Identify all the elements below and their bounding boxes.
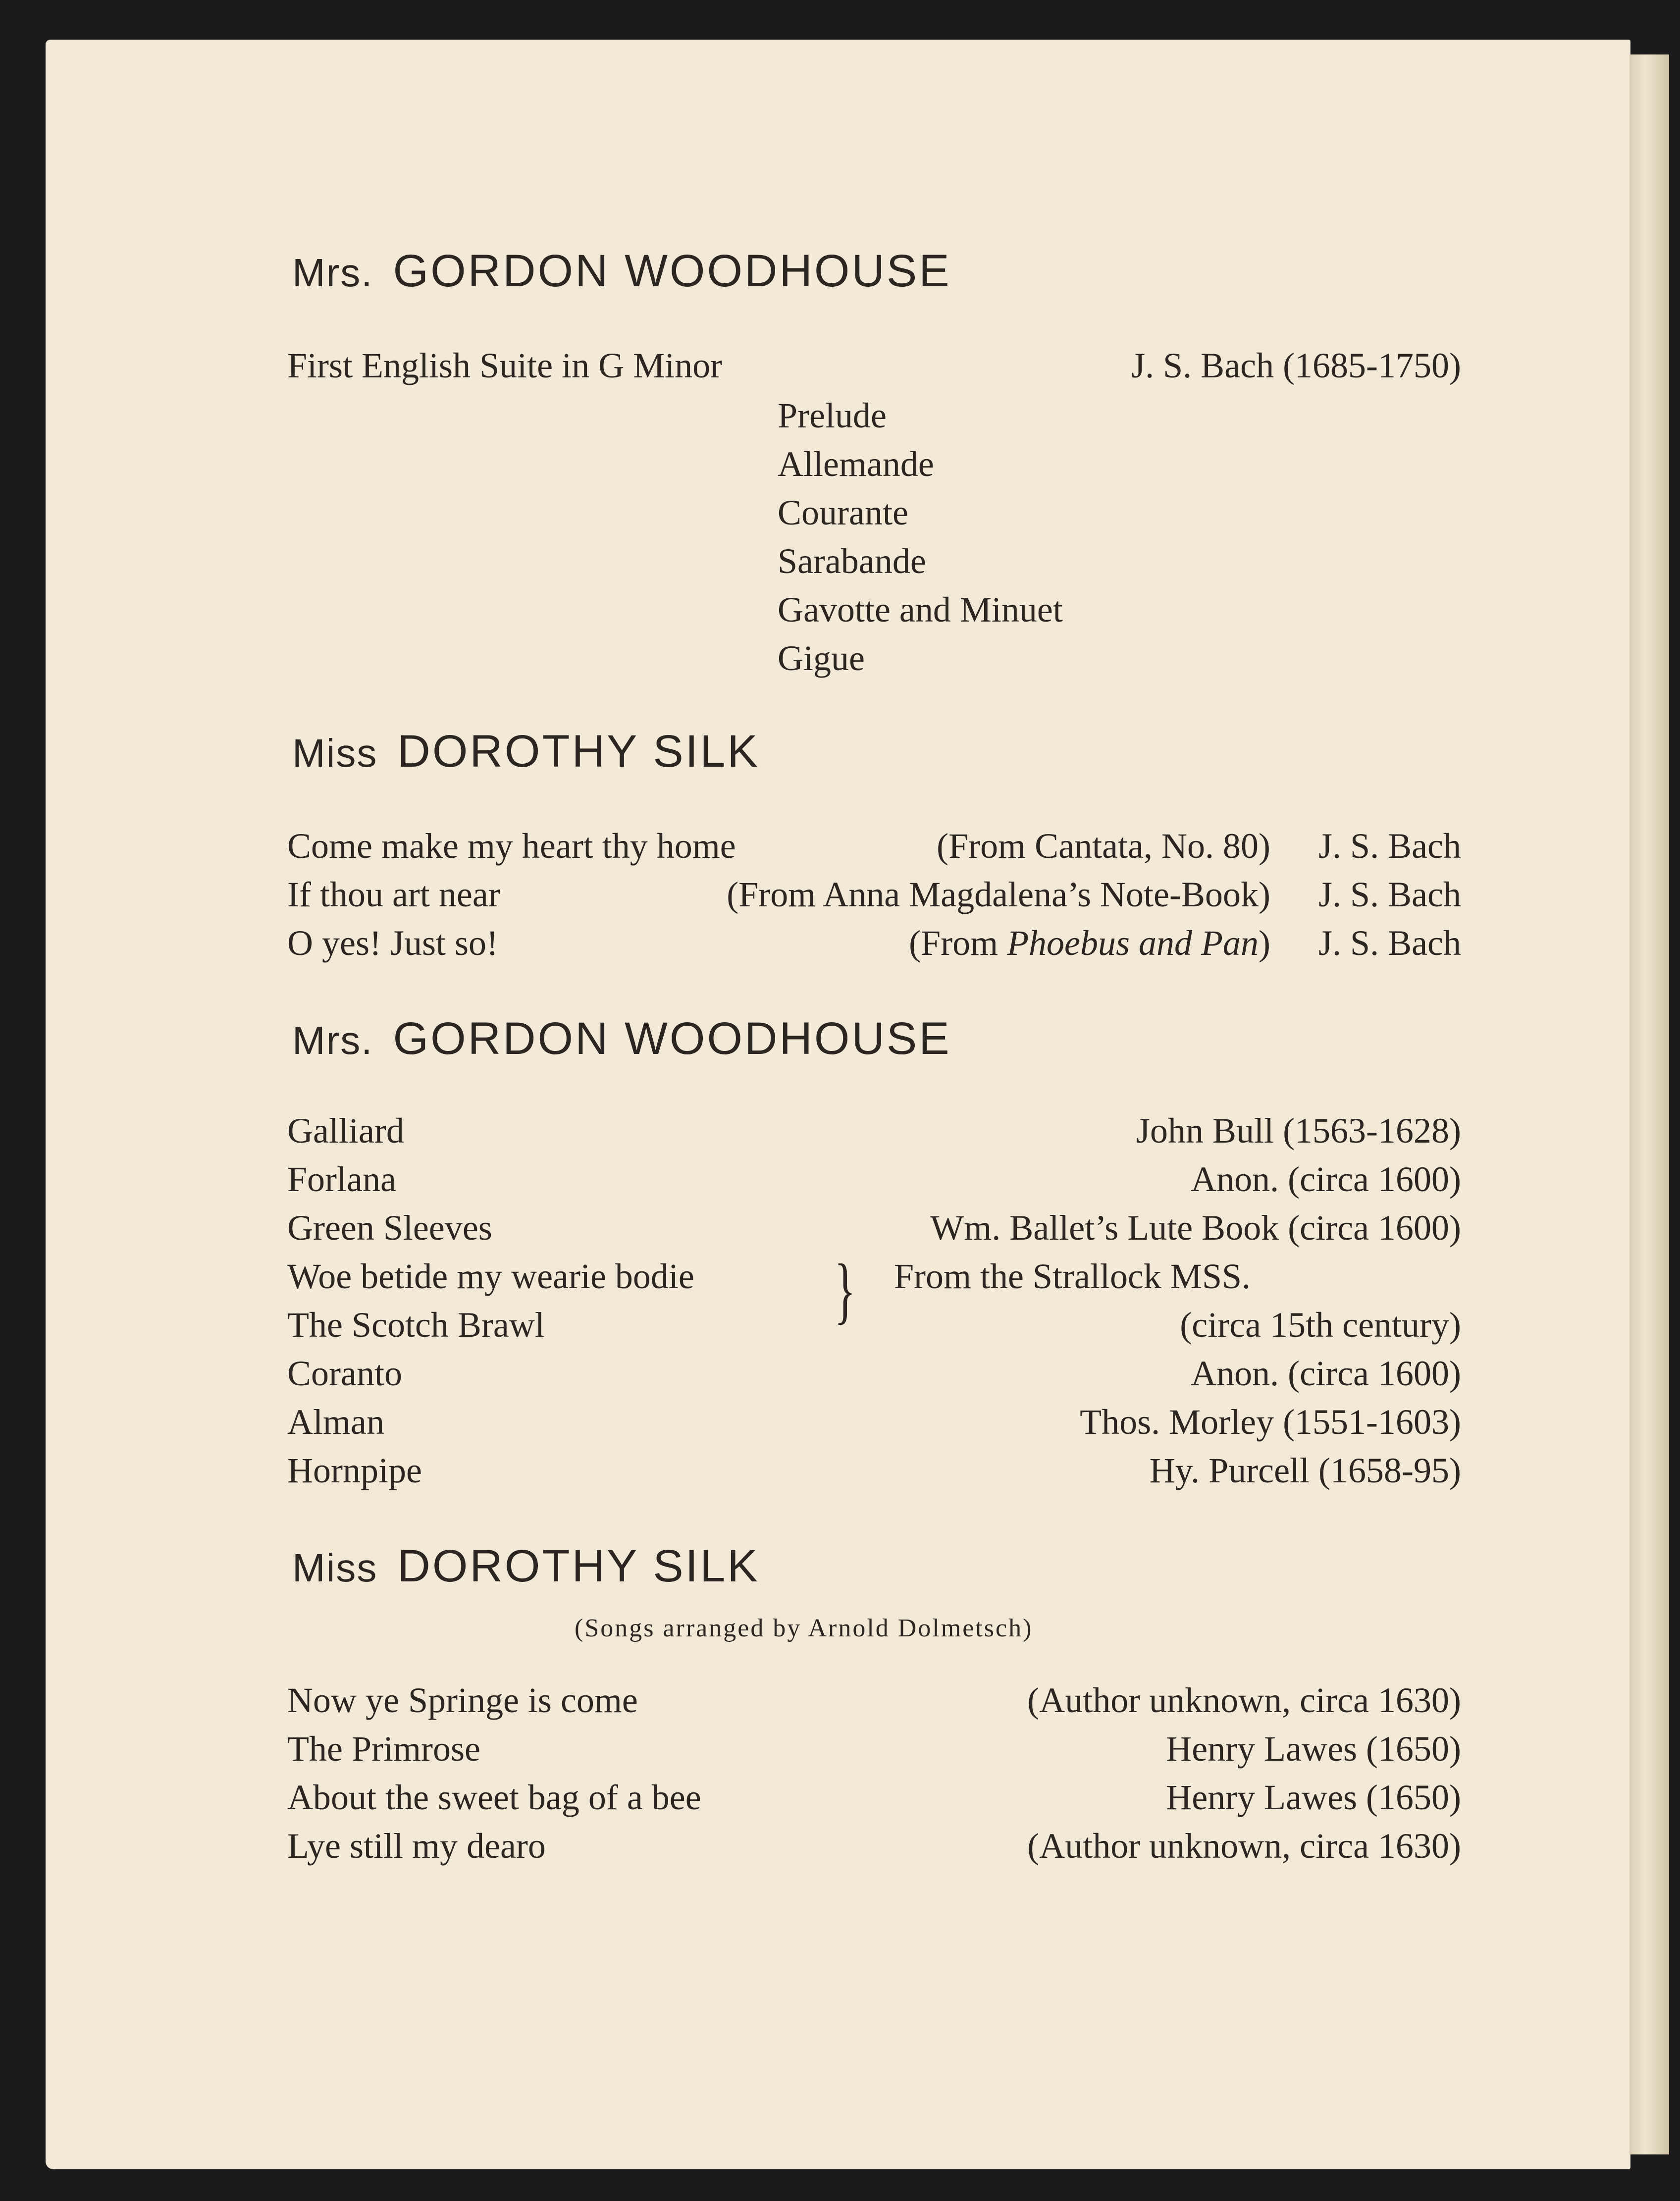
program-item	[287, 1301, 1461, 1349]
composer: Hy. Purcell (1658-95)	[1149, 1451, 1461, 1490]
program-item	[287, 871, 1461, 918]
program-item	[287, 822, 1461, 870]
honorific: Miss	[292, 1546, 378, 1590]
section-heading	[292, 726, 760, 778]
movement: Prelude	[778, 396, 887, 435]
piece-title: Green Sleeves	[287, 1208, 492, 1248]
piece-title: If thou art near	[287, 875, 500, 914]
program-item	[287, 1204, 1461, 1252]
performer-name: DOROTHY SILK	[397, 1541, 760, 1591]
composer: J. S. Bach	[1318, 923, 1461, 963]
composer: J. S. Bach	[1318, 826, 1461, 866]
piece-title: The Primrose	[287, 1729, 480, 1769]
composer: Anon. (circa 1600)	[1191, 1159, 1461, 1199]
composer: From the Strallock MSS.	[894, 1257, 1251, 1296]
program-item	[287, 1398, 1461, 1446]
piece-title: Coranto	[287, 1354, 402, 1393]
movement: Gigue	[778, 638, 865, 678]
composer: J. S. Bach (1685-1750)	[1131, 346, 1461, 385]
piece-title: O yes! Just so!	[287, 923, 498, 963]
composer: Henry Lawes (1650)	[1166, 1729, 1461, 1769]
performer-name: GORDON WOODHOUSE	[393, 1013, 951, 1064]
movement: Sarabande	[778, 541, 926, 581]
program-item	[287, 1253, 1461, 1300]
brace-icon: }	[834, 1249, 856, 1331]
piece-title: Woe betide my wearie bodie	[287, 1257, 694, 1296]
program-item	[287, 1155, 1461, 1203]
composer: (circa 15th century)	[1180, 1305, 1461, 1345]
composer: (Author unknown, circa 1630)	[1027, 1826, 1461, 1866]
composer: (Author unknown, circa 1630)	[1027, 1680, 1461, 1720]
piece-title: Hornpipe	[287, 1451, 422, 1490]
composer: Thos. Morley (1551-1603)	[1080, 1402, 1461, 1442]
arrangement-note: (Songs arranged by Arnold Dolmetsch)	[575, 1614, 1033, 1642]
source: (From Phoebus and Pan)	[909, 923, 1270, 963]
piece-title: Forlana	[287, 1159, 396, 1199]
performer-name: GORDON WOODHOUSE	[393, 246, 951, 296]
source: (From Cantata, No. 80)	[937, 826, 1270, 866]
piece-title: Lye still my dearo	[287, 1826, 546, 1866]
source: (From Anna Magdalena’s Note-Book)	[727, 875, 1270, 914]
movement: Gavotte and Minuet	[778, 590, 1063, 629]
program-item	[287, 1107, 1461, 1154]
movement: Allemande	[778, 444, 934, 484]
program-item	[287, 1350, 1461, 1397]
honorific: Mrs.	[292, 251, 373, 295]
piece-title: Galliard	[287, 1111, 404, 1151]
section-heading	[292, 1540, 760, 1592]
program-item	[287, 1447, 1461, 1494]
piece-title: The Scotch Brawl	[287, 1305, 545, 1345]
program-item	[287, 919, 1461, 967]
piece-title: Alman	[287, 1402, 384, 1442]
page-edge	[1629, 54, 1669, 2154]
section-heading	[292, 245, 951, 297]
movement: Courante	[778, 493, 908, 532]
composer: Anon. (circa 1600)	[1191, 1354, 1461, 1393]
program-item	[287, 1677, 1461, 1724]
program-item	[287, 1725, 1461, 1773]
piece-title: First English Suite in G Minor	[287, 346, 723, 385]
composer: J. S. Bach	[1318, 875, 1461, 914]
composer: Wm. Ballet’s Lute Book (circa 1600)	[930, 1208, 1461, 1248]
program-item	[287, 342, 1461, 389]
composer: Henry Lawes (1650)	[1166, 1778, 1461, 1817]
composer: John Bull (1563-1628)	[1136, 1111, 1461, 1151]
program-item	[287, 1822, 1461, 1870]
honorific: Mrs.	[292, 1018, 373, 1062]
program-item	[287, 1774, 1461, 1821]
section-heading	[292, 1013, 951, 1065]
piece-title: Now ye Springe is come	[287, 1680, 638, 1720]
piece-title: Come make my heart thy home	[287, 826, 736, 866]
performer-name: DOROTHY SILK	[397, 726, 760, 777]
piece-title: About the sweet bag of a bee	[287, 1778, 701, 1817]
honorific: Miss	[292, 731, 378, 775]
